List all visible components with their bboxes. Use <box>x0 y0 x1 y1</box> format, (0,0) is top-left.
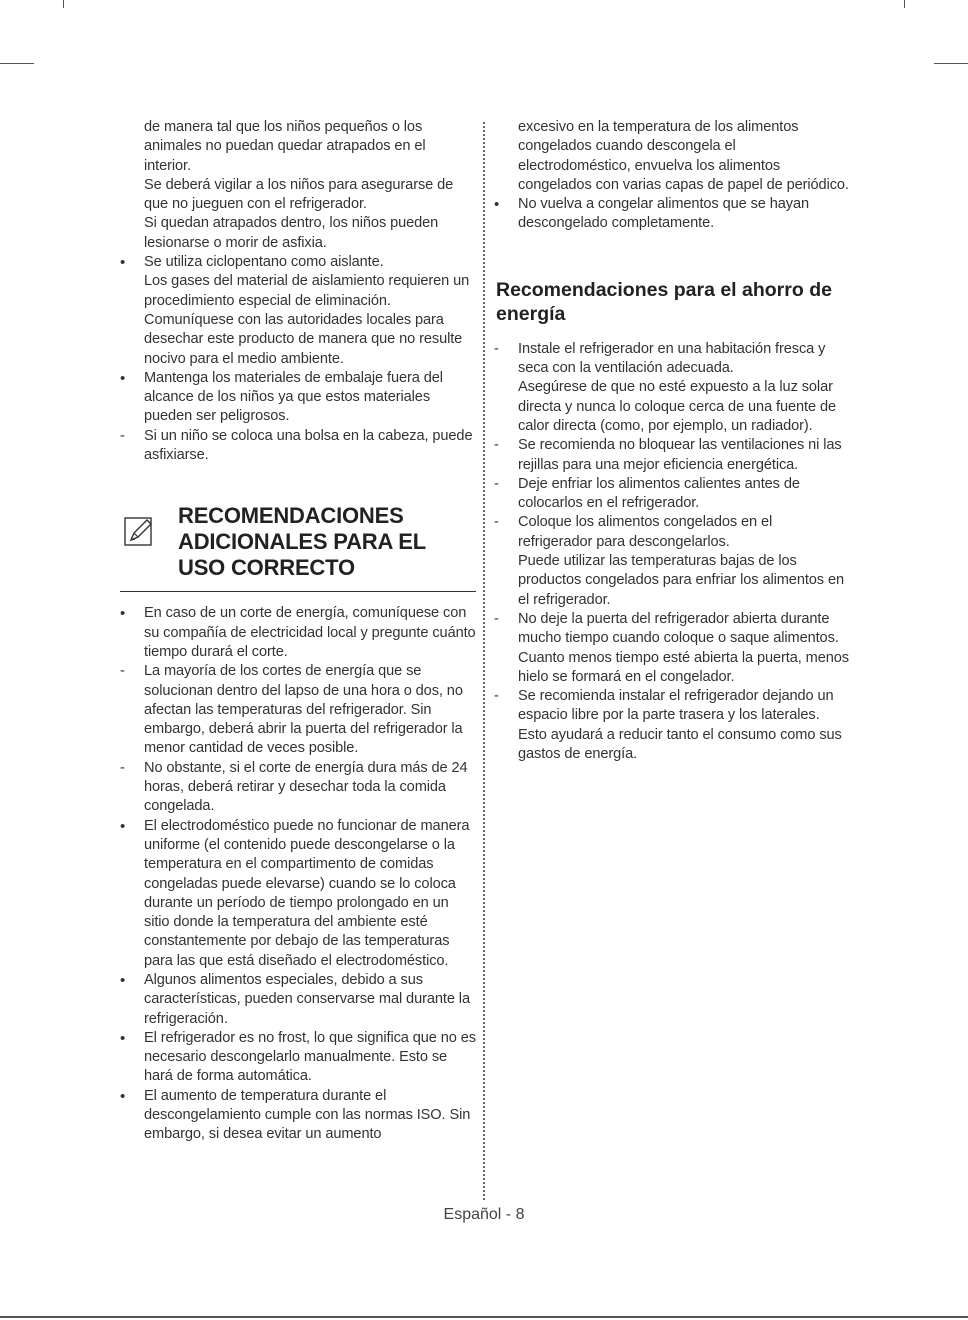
dash-marker <box>120 662 144 681</box>
crop-mark <box>904 0 905 8</box>
list-item-text: Se recomienda no bloquear las ventilaciones ni las rejillas para una mejor eficiencia energética. <box>518 437 842 473</box>
list-item-text: Puede utilizar las temperaturas bajas de los productos congelados para enfriar los alimentos en el refrigerador. <box>518 553 844 608</box>
dash-marker <box>494 475 518 494</box>
bullet-marker <box>120 253 144 273</box>
right-column <box>494 118 850 764</box>
list-item-text: No obstante, si el corte de energía dura más de 24 horas, deberá retirar y desechar toda la comida congelada. <box>144 759 468 815</box>
list-item <box>120 1087 476 1145</box>
list-item <box>120 1029 476 1087</box>
bullet-marker <box>120 604 144 624</box>
crop-mark <box>934 63 968 64</box>
list-item <box>494 687 850 764</box>
list-item <box>120 253 476 369</box>
section-title-line: USO CORRECTO <box>178 555 355 581</box>
list-item <box>120 369 476 427</box>
list-item-text: En caso de un corte de energía, comuníquese con su compañía de electricidad local y pregunte cuánto tiempo durará el corte. <box>144 605 476 660</box>
column-divider <box>483 122 485 1200</box>
dash-marker <box>494 436 518 455</box>
section-title-line: RECOMENDACIONES <box>178 503 404 529</box>
list-item <box>120 604 476 662</box>
bullet-marker <box>120 1087 144 1107</box>
right-list-bottom <box>494 340 850 765</box>
list-item <box>494 436 850 475</box>
list-item-text: La mayoría de los cortes de energía que se solucionan dentro del lapso de una hora o dos, no afectan las temperaturas del refrigerador. Sin embargo, deberá abrir la puerta del refrigerador la menor cantidad de veces posible. <box>144 663 463 757</box>
left-column <box>120 118 476 1145</box>
list-item <box>120 427 476 466</box>
list-item-text: El electrodoméstico puede no funcionar de manera uniforme (el contenido puede descongelarse o la temperatura en el compartimento de comidas congeladas puede elevarse) cuando se lo coloca durante un período de tiempo prolongado en un sitio donde la temperatura del ambiente esté constantemente por debajo de las temperaturas para las que está diseñado el electrodoméstico. <box>144 817 470 969</box>
list-item <box>120 971 476 1029</box>
list-item-text: de manera tal que los niños pequeños o los animales no puedan quedar atrapados en el interior. <box>144 119 426 174</box>
crop-mark <box>63 0 64 8</box>
list-item-text: Los gases del material de aislamiento requieren un procedimiento especial de eliminación. Comuníquese con las autoridades locales para desechar este producto de manera que no resulte nocivo para el medio ambiente. <box>144 273 470 367</box>
list-item <box>494 475 850 514</box>
bullet-marker <box>120 1029 144 1049</box>
crop-mark <box>0 63 34 64</box>
left-list-bottom <box>120 604 476 1144</box>
section-title <box>178 503 476 581</box>
list-item-text: Asegúrese de que no esté expuesto a la luz solar directa y nunca lo coloque cerca de una fuente de calor directa (como, por ejemplo, un radiador). <box>518 379 837 434</box>
list-item <box>494 513 850 609</box>
list-item-text: Se utiliza ciclopentano como aislante. <box>144 254 384 271</box>
list-item-text: Algunos alimentos especiales, debido a sus características, pueden conservarse mal durante la refrigeración. <box>144 971 470 1027</box>
bullet-marker <box>120 971 144 991</box>
left-list-top <box>120 118 476 465</box>
list-item-text: Se deberá vigilar a los niños para asegurarse de que no jueguen con el refrigerador. <box>144 176 454 213</box>
list-item-text: Mantenga los materiales de embalaje fuera del alcance de los niños ya que estos materiales pueden ser peligrosos. <box>144 369 443 425</box>
section-header <box>120 503 476 592</box>
bullet-marker <box>494 195 518 215</box>
list-item <box>120 759 476 817</box>
dash-marker <box>120 427 144 446</box>
right-list-top <box>494 118 850 234</box>
list-item <box>494 340 850 436</box>
list-item-text: Se recomienda instalar el refrigerador dejando un espacio libre por la parte trasera y los laterales. Esto ayudará a reducir tanto el consumo como sus gastos de energía. <box>518 688 842 763</box>
bullet-marker <box>120 369 144 389</box>
list-item <box>120 662 476 758</box>
dash-marker <box>120 759 144 778</box>
list-item <box>494 610 850 687</box>
list-item-text: No vuelva a congelar alimentos que se hayan descongelado completamente. <box>518 196 810 232</box>
list-item-text: Instale el refrigerador en una habitación fresca y seca con la ventilación adecuada. <box>518 340 826 377</box>
list-item <box>494 118 850 195</box>
dash-marker <box>494 610 518 629</box>
list-item-text: No deje la puerta del refrigerador abierta durante mucho tiempo cuando coloque o saque alimentos. <box>518 610 839 647</box>
list-item <box>120 817 476 971</box>
dash-marker <box>494 340 518 359</box>
list-item-text: Coloque los alimentos congelados en el refrigerador para descongelarlos. <box>518 514 773 550</box>
list-item-text: El refrigerador es no frost, lo que significa que no es necesario descongelarlo manualmente. Esto se hará de forma automática. <box>144 1029 476 1085</box>
bullet-marker <box>120 817 144 837</box>
list-item-text: Cuanto menos tiempo esté abierta la puerta, menos hielo se formará en el congelador. <box>518 649 849 685</box>
section-title-line: ADICIONALES PARA EL <box>178 529 426 555</box>
crop-mark <box>0 1316 968 1318</box>
list-item-text: Si un niño se coloca una bolsa en la cabeza, puede asfixiarse. <box>144 427 473 464</box>
list-item <box>120 118 476 253</box>
list-item-text: Si quedan atrapados dentro, los niños pueden lesionarse o morir de asfixia. <box>144 215 439 251</box>
list-item-text: excesivo en la temperatura de los alimentos congelados cuando descongela el electrodoméstico, envuelva los alimentos congelados con varias capas de papel de periódico. <box>518 119 849 193</box>
note-pencil-icon <box>122 515 156 549</box>
page-number: Español - 8 <box>443 1206 525 1223</box>
list-item <box>494 195 850 234</box>
list-item-text: El aumento de temperatura durante el descongelamiento cumple con las normas ISO. Sin embargo, si desea evitar un aumento <box>144 1087 471 1143</box>
list-item-text: Deje enfriar los alimentos calientes antes de colocarlos en el refrigerador. <box>518 475 800 512</box>
dash-marker <box>494 687 518 706</box>
dash-marker <box>494 513 518 532</box>
energy-saving-heading: Recomendaciones para el ahorro de energía <box>496 278 832 325</box>
